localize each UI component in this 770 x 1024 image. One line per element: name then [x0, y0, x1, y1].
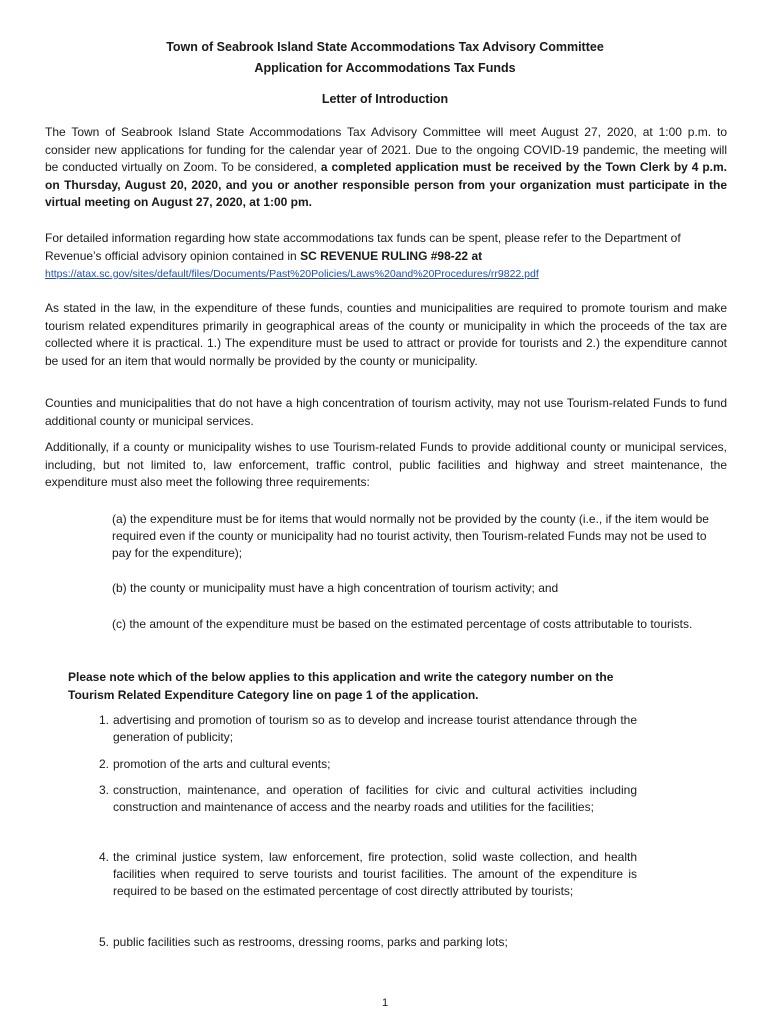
- document-subtitle: Application for Accommodations Tax Funds: [254, 61, 516, 75]
- revenue-ruling-link[interactable]: https://atax.sc.gov/sites/default/files/Documents/Past%20Policies/Laws%20and%20Procedures/rr9822.pdf: [45, 268, 539, 280]
- intro-paragraph: [45, 124, 727, 212]
- category-item: promotion of the arts and cultural events;: [113, 757, 331, 771]
- category-note: Please note which of the below applies to this application and write the category number on the Tourism Related Expenditure Category line on page 1 of the application.: [68, 670, 614, 702]
- law-paragraph: As stated in the law, in the expenditure of these funds, counties and municipalities are required to promote tourism and make tourism related expenditures primarily in geographical areas of the county or municipality in which the proceeds of the tax are collected where it is practical. 1.) The expenditure must be used to attract or provide for tourists and 2.) the expenditure cannot be used for an item that would normally be provided by the county or municipality.: [45, 301, 727, 368]
- requirement-c: (c) the amount of the expenditure must be based on the estimated percentage of costs attributable to tourists.: [112, 617, 693, 631]
- category-number: 5.: [98, 935, 109, 949]
- revenue-ruling-reference: SC REVENUE RULING #98-22 at: [300, 248, 483, 263]
- page-number: 1: [381, 997, 389, 1009]
- requirement-a: (a) the expenditure must be for items that would normally not be provided by the county (i.e., if the item would be required even if the county or municipality had no tourist activity, then Tourism-related Funds may not be used to pay for the expenditure);: [112, 512, 709, 560]
- category-number: 1.: [98, 713, 109, 727]
- document-title: Town of Seabrook Island State Accommodations Tax Advisory Committee: [166, 40, 604, 54]
- letter-heading: Letter of Introduction: [321, 92, 449, 106]
- detail-paragraph: [45, 230, 727, 284]
- intro-deadline-text: a completed application must be received by the Town Clerk by 4 p.m. on Thursday, August 20, 2020, and you or another responsible person from your organization must participate in the virtual meeting on August 27, 2020, at 1:00 pm.: [45, 160, 727, 209]
- counties-paragraph: Counties and municipalities that do not have a high concentration of tourism activity, may not use Tourism-related Funds to fund additional county or municipal services.: [45, 396, 727, 428]
- intro-text: The Town of Seabrook Island State Accommodations Tax Advisory Committee will meet August 27, 2020, at 1:00 p.m. to consider new applications for funding for the calendar year of 2021. Due to the ongoing COVID-19 pandemic, the meeting will be conducted virtually on Zoom. To be considered,: [45, 125, 727, 174]
- additionally-paragraph: Additionally, if a county or municipality wishes to use Tourism-related Funds to provide additional county or municipal services, including, but not limited to, law enforcement, traffic control, public facilities and highway and street maintenance, the expenditure must also meet the following three requirements:: [45, 440, 727, 489]
- category-number: 4.: [98, 850, 109, 864]
- requirement-b: (b) the county or municipality must have a high concentration of tourism activity; and: [112, 581, 559, 595]
- detail-text: For detailed information regarding how state accommodations tax funds can be spent, please refer to the Department of Revenue’s official advisory opinion contained in: [45, 231, 681, 263]
- category-item: advertising and promotion of tourism so as to develop and increase tourist attendance through the generation of publicity;: [113, 713, 637, 744]
- category-item: public facilities such as restrooms, dressing rooms, parks and parking lots;: [113, 935, 508, 949]
- category-item: construction, maintenance, and operation of facilities for civic and cultural activities including construction and maintenance of access and the nearby roads and utilities for the facilities;: [113, 783, 637, 814]
- category-number: 2.: [98, 757, 109, 771]
- category-number: 3.: [98, 783, 109, 797]
- category-item: the criminal justice system, law enforcement, fire protection, solid waste collection, and health facilities when required to serve tourists and tourist facilities. The amount of the expenditure is required to be based on the estimated percentage of cost directly attributed by tourists;: [113, 850, 637, 898]
